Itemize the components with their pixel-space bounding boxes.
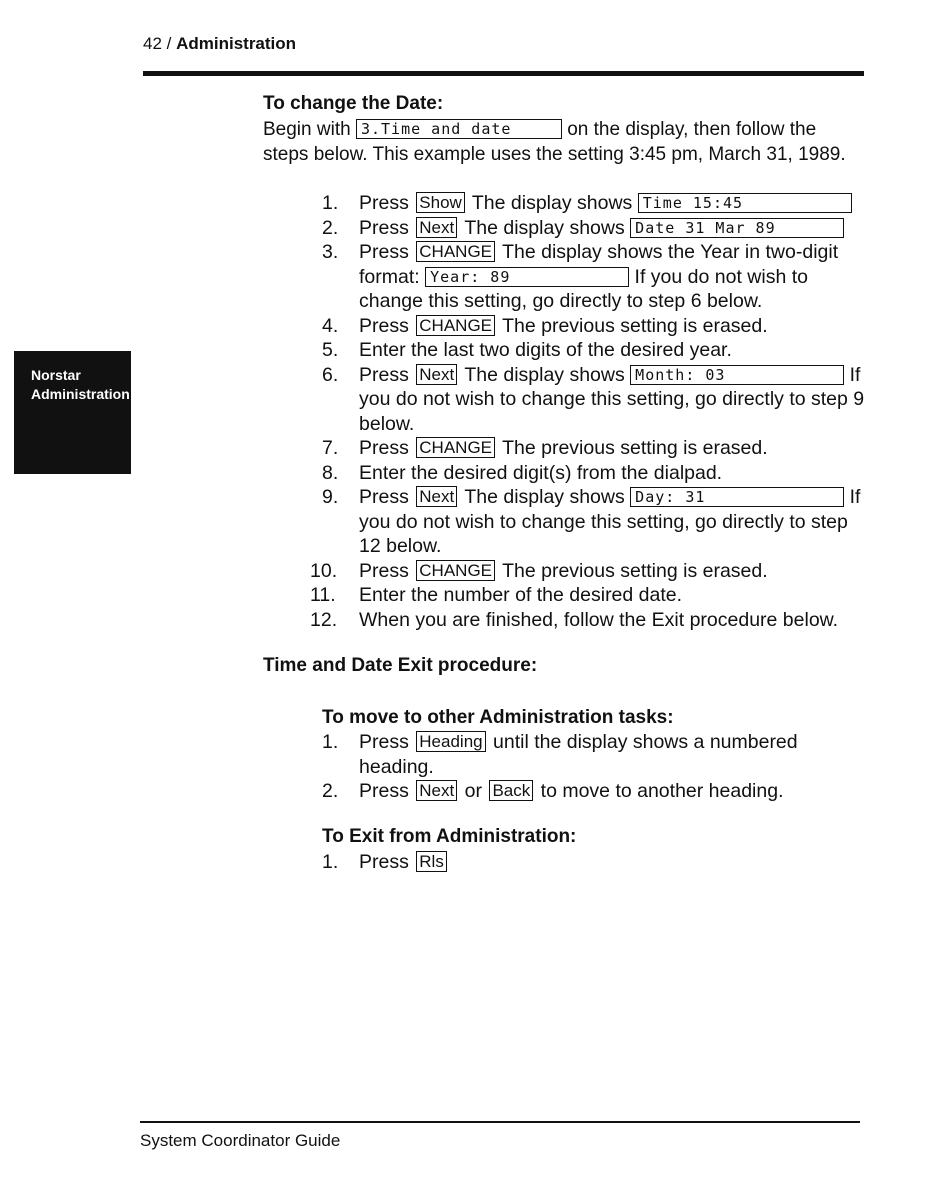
display-day: Day: 31: [630, 487, 844, 507]
change-key: CHANGE: [416, 241, 495, 262]
header-rule: [143, 71, 864, 76]
list-item: 2. Press Next The display shows Date 31 Mar 89: [322, 216, 867, 241]
list-item: 1. Press Show The display shows Time 15:45: [322, 191, 867, 216]
page-header: [143, 34, 296, 54]
exit-procedure-heading: Time and Date Exit procedure:: [263, 655, 538, 676]
list-item: 12. When you are finished, follow the Exit procedure below.: [310, 608, 839, 631]
back-key: Back: [489, 780, 533, 801]
display-date: Date 31 Mar 89: [630, 218, 844, 238]
next-key: Next: [416, 217, 457, 238]
list-item: 4. Press CHANGE The previous setting is erased.: [322, 314, 768, 337]
change-key: CHANGE: [416, 437, 495, 458]
display-year: Year: 89: [425, 267, 629, 287]
move-tasks-heading: To move to other Administration tasks:: [322, 707, 674, 728]
heading-key: Heading: [416, 731, 485, 752]
list-item: 1. Press Heading until the display shows a numbered heading.: [322, 731, 798, 778]
move-tasks-steps: [322, 730, 842, 804]
change-date-heading: To change the Date:: [263, 93, 444, 114]
list-item: 9. Press Next The display shows Day: 31 If you do not wish to change this setting, go directly to step 12 below.: [322, 486, 861, 557]
display-time: Time 15:45: [638, 193, 852, 213]
change-key: CHANGE: [416, 560, 495, 581]
list-item: 7. Press CHANGE The previous setting is erased.: [322, 437, 768, 459]
section-title: Administration: [176, 34, 297, 53]
exit-admin-steps: [322, 850, 622, 875]
next-key: Next: [416, 486, 457, 507]
display-month: Month: 03: [630, 365, 844, 385]
list-item: 3. Press CHANGE The display shows the Year in two-digit format: Year: 89 If you do not wish to change this setting, go directly to step 6 below.: [322, 241, 839, 312]
list-item: 10. Press CHANGE The previous setting is erased.: [310, 559, 768, 582]
footer-rule: [140, 1121, 860, 1123]
side-tab: [14, 351, 131, 474]
exit-admin-heading: To Exit from Administration:: [322, 826, 577, 847]
list-item: 8. Enter the desired digit(s) from the dialpad.: [322, 461, 723, 484]
footer-title: System Coordinator Guide: [140, 1131, 341, 1150]
change-date-steps: [310, 191, 867, 632]
list-item: 11. Enter the number of the desired date.: [310, 584, 683, 606]
side-tab-line1: Norstar: [31, 367, 81, 383]
side-tab-line2: Administration: [31, 386, 130, 402]
list-item: 6. Press Next The display shows Month: 03 If you do not wish to change this setting, go directly to step 9 below.: [322, 363, 865, 435]
next-key: Next: [416, 780, 457, 801]
display-time-and-date: 3.Time and date: [356, 119, 562, 139]
intro-paragraph: Begin with 3.Time and date on the display, then follow the steps below. This example uses the setting 3:45 pm, March 31, 1989.: [263, 119, 846, 165]
list-item: 5. Enter the last two digits of the desired year.: [322, 339, 732, 361]
list-item: 2. Press Next or Back to move to another heading.: [322, 780, 784, 802]
show-key: Show: [416, 192, 465, 213]
change-key: CHANGE: [416, 315, 495, 336]
page-number: 42 /: [143, 34, 172, 53]
list-item: 1. Press Rls: [322, 850, 622, 875]
release-key: Rls: [416, 851, 447, 872]
next-key: Next: [416, 364, 457, 385]
